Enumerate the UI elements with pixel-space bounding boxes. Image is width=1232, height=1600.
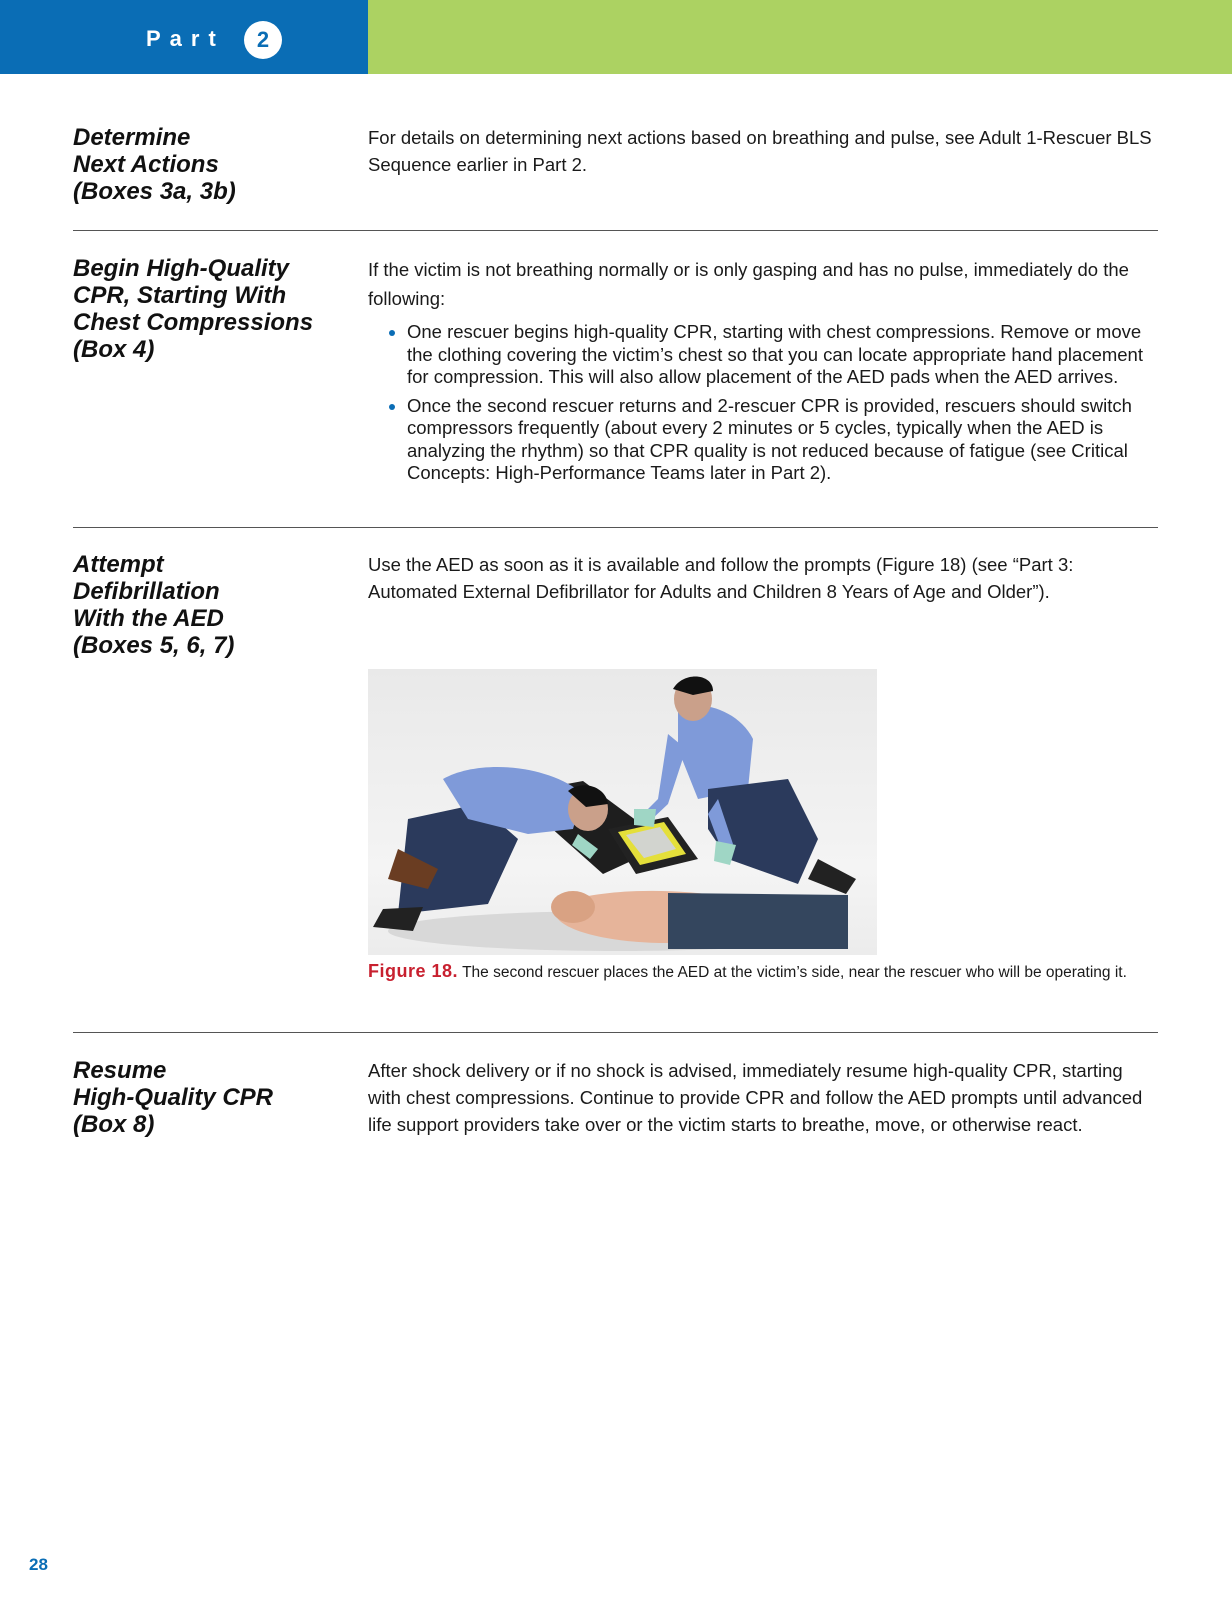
section-body: Use the AED as soon as it is available and follow the prompts (Figure 18) (see “Part 3: Automated External Defibrillator for Adults and Children 8 Years of Age and Older”). <box>368 554 1074 602</box>
header-green-block <box>368 0 1232 74</box>
bullet-text: One rescuer begins high-quality CPR, starting with chest compressions. Remove or move the clothing covering the victim’s chest so that you can locate appropriate hand placement for compression. This will also allow placement of the AED pads when the AED arrives. <box>407 321 1143 387</box>
part-label: Part <box>146 26 225 51</box>
section-body: For details on determining next actions based on breathing and pulse, see Adult 1-Rescuer BLS Sequence earlier in Part 2. <box>368 127 1152 175</box>
section-begin-cpr <box>73 255 1158 515</box>
section-body <box>368 255 1153 491</box>
bullet-dot <box>389 330 395 336</box>
divider <box>73 527 1158 528</box>
section-resume-cpr <box>73 1057 1158 1177</box>
section-heading: Attempt Defibrillation With the AED (Boxes 5, 6, 7) <box>73 551 235 659</box>
figure-caption <box>368 960 1158 984</box>
figure-label: Figure 18. <box>368 961 459 981</box>
bullet-text: Once the second rescuer returns and 2-rescuer CPR is provided, rescuers should switch compressors frequently (about every 2 minutes or 5 cycles, typically when the AED is analyzing the rhythm) so that CPR quality is not reduced because of fatigue (see Critical Concepts: High-Performance Teams later in Part 2). <box>407 394 1132 483</box>
section-body: After shock delivery or if no shock is advised, immediately resume high-quality CPR, starting with chest compressions. Continue to provide CPR and follow the AED prompts until advanced life support providers take over or the victim starts to breathe, move, or otherwise react. <box>368 1060 1143 1135</box>
page-number: 28 <box>29 1555 48 1574</box>
bullet-dot <box>389 404 395 410</box>
section-heading: Resume High-Quality CPR (Box 8) <box>73 1057 274 1138</box>
page-header <box>0 0 1232 74</box>
section-intro: If the victim is not breathing normally or is only gasping and has no pulse, immediately do the following: <box>368 259 1129 309</box>
figure-caption-text: The second rescuer places the AED at the victim’s side, near the rescuer who will be operating it. <box>462 964 1127 981</box>
bullet-list <box>368 321 1153 485</box>
list-item <box>407 321 1153 389</box>
list-item <box>407 395 1153 485</box>
part-number-badge: 2 <box>244 21 282 59</box>
figure-rescuers-aed-photo <box>368 669 877 955</box>
section-heading: Begin High-Quality CPR, Starting With Chest Compressions (Box 4) <box>73 255 314 363</box>
section-heading: Determine Next Actions (Boxes 3a, 3b) <box>73 124 236 205</box>
divider <box>73 230 1158 231</box>
rescuers-aed-illustration <box>368 669 877 955</box>
section-determine-next-actions <box>73 124 1158 224</box>
section-attempt-defibrillation <box>73 551 1158 661</box>
divider <box>73 1032 1158 1033</box>
